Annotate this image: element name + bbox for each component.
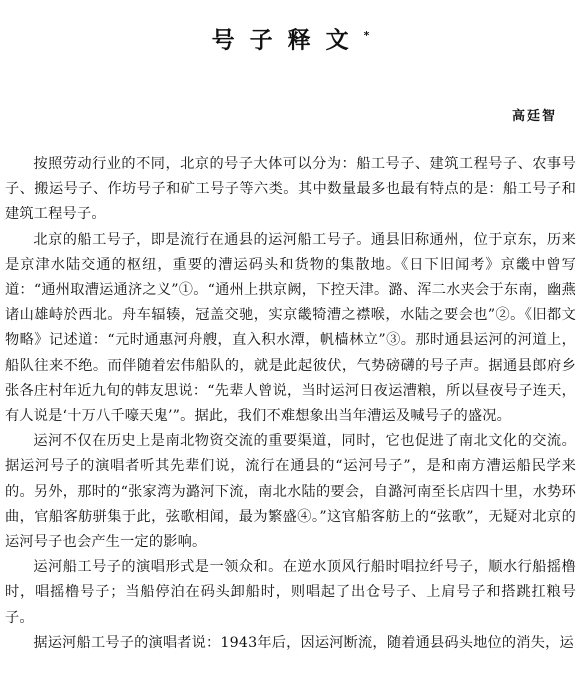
page-title (0, 21, 581, 56)
article-body (5, 152, 576, 656)
paragraph-5: 据运河船工号子的演唱者说：1943年后，因运河断流，随着通县码头地位的消失，运 (33, 634, 574, 651)
paragraph-1: 按照劳动行业的不同，北京的号子大体可以分为：船工号子、建筑工程号子、农事号子、搬运号子、作坊号子和矿工号子等六类。其中数量最多也最有特点的是：船工号子和建筑工程号子。 (5, 156, 576, 223)
author-name: 高廷智 (511, 109, 557, 124)
paragraph-2: 北京的船工号子，即是流行在通县的运河船工号子。通县旧称通州，位于京东，历来是京津水陆交通的枢纽，重要的漕运码头和货物的集散地。《日下旧闻考》京畿中曾写道：“通州取漕运通济之义”①。“通州上拱京阙，下控天津。潞、浑二水夹会于东南，幽燕诸山雄峙於西北。舟车辐辏，冠盖交驰，实京畿犄漕之襟喉，水陆之要会也”②。《旧都文物略》记述道：“元时通惠河舟艘，直入积水潭，帆樯林立”③。那时通县运河的河道上，船队往来不绝。而伴随着宏伟船队的，就是此起彼伏，气势磅礴的号子声。据通县郎府乡张各庄村年近九旬的韩友思说：“先辈人曾说，当时运河日夜运漕粮，所以昼夜号子连天，有人说是‘十万八千嚎天鬼’”。据此，我们不难想象出当年漕运及喊号子的盛况。 (5, 231, 576, 425)
title-text: 号子释文 (211, 28, 364, 55)
paragraph-3: 运河不仅在历史上是南北物资交流的重要渠道，同时，它也促进了南北文化的交流。据运河号子的演唱者听其先辈们说，流行在通县的“运河号子”，是和南方漕运船民学来的。另外，那时的“张家湾为潞河下流，南北水陆的要会，自潞河南至长店四十里，水势环曲，官船客舫骈集于此，弦歌相闻，最为繁盛④。”这官船客舫上的“弦歌”，无疑对北京的运河号子也会产生一定的影响。 (5, 433, 576, 551)
paragraph-4: 运河船工号子的演唱形式是一领众和。在逆水顶风行船时唱拉纤号子，顺水行船摇橹时，唱摇橹号子；当船停泊在码头卸船时，则唱起了出仓号子、上肩号子和搭跳扛粮号子。 (5, 559, 576, 626)
title-note-mark: * (363, 29, 370, 43)
